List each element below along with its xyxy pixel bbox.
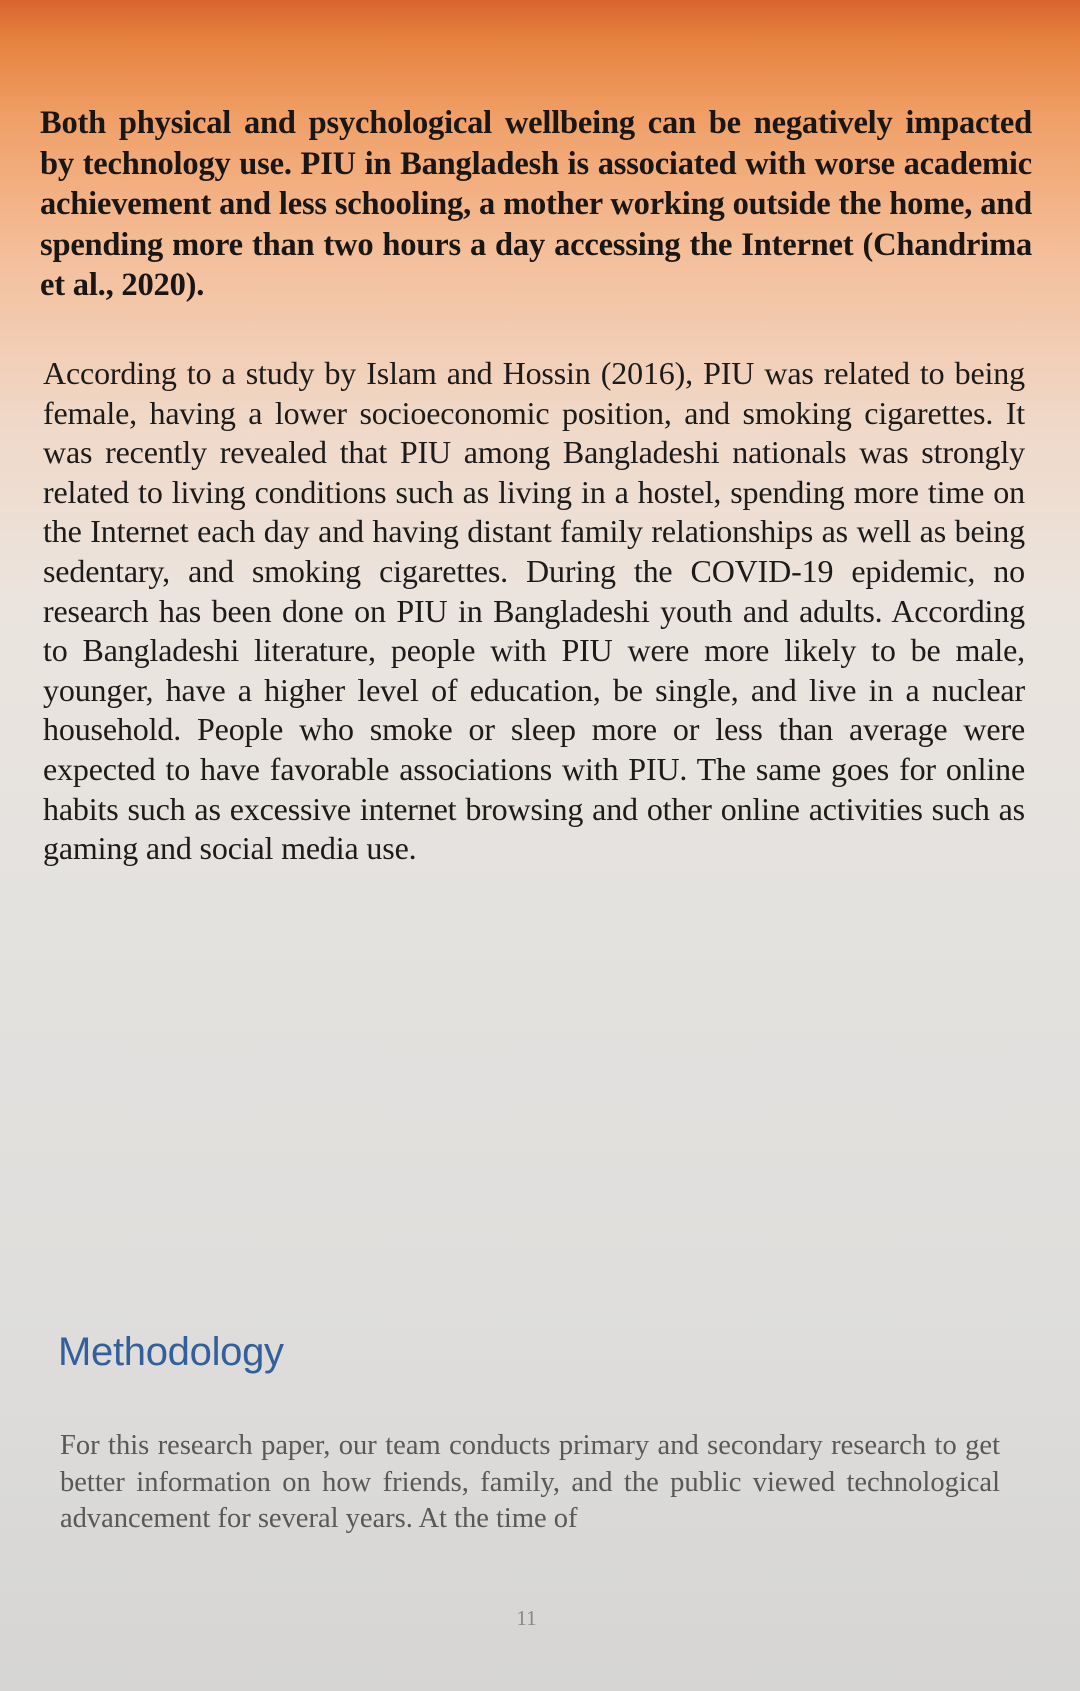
section-heading-methodology: Methodology — [58, 1330, 284, 1374]
paragraph-methodology: For this research paper, our team conducts primary and secondary research to get better information on how friends, family, and the public viewed technological advancement for several years. At the time of — [60, 1430, 1000, 1534]
page-number: 11 — [516, 1606, 537, 1630]
paragraph-wellbeing: Both physical and psychological wellbeing can be negatively impacted by technology use. PIU in Bangladesh is associated with worse academic achievement and less schooling, a mother working outside the home, and spending more than two hours a day accessing the Internet (Chandrima et al., 2020). — [40, 105, 1032, 303]
paragraph-piu-study: According to a study by Islam and Hossin (2016), PIU was related to being female, having a lower socioeconomic position, and smoking cigarettes. It was recently revealed that PIU among Bangladeshi nationals was strongly related to living conditions such as living in a hostel, spending more time on the Internet each day and having distant family relationships as well as being sedentary, and smoking cigarettes. During the COVID-19 epidemic, no research has been done on PIU in Bangladeshi youth and adults. According to Bangladeshi literature, people with PIU were more likely to be male, younger, have a higher level of education, be single, and live in a nuclear household. People who smoke or sleep more or less than average were expected to have favorable associations with PIU. The same goes for online habits such as excessive internet browsing and other online activities such as gaming and social media use. — [43, 355, 1025, 867]
